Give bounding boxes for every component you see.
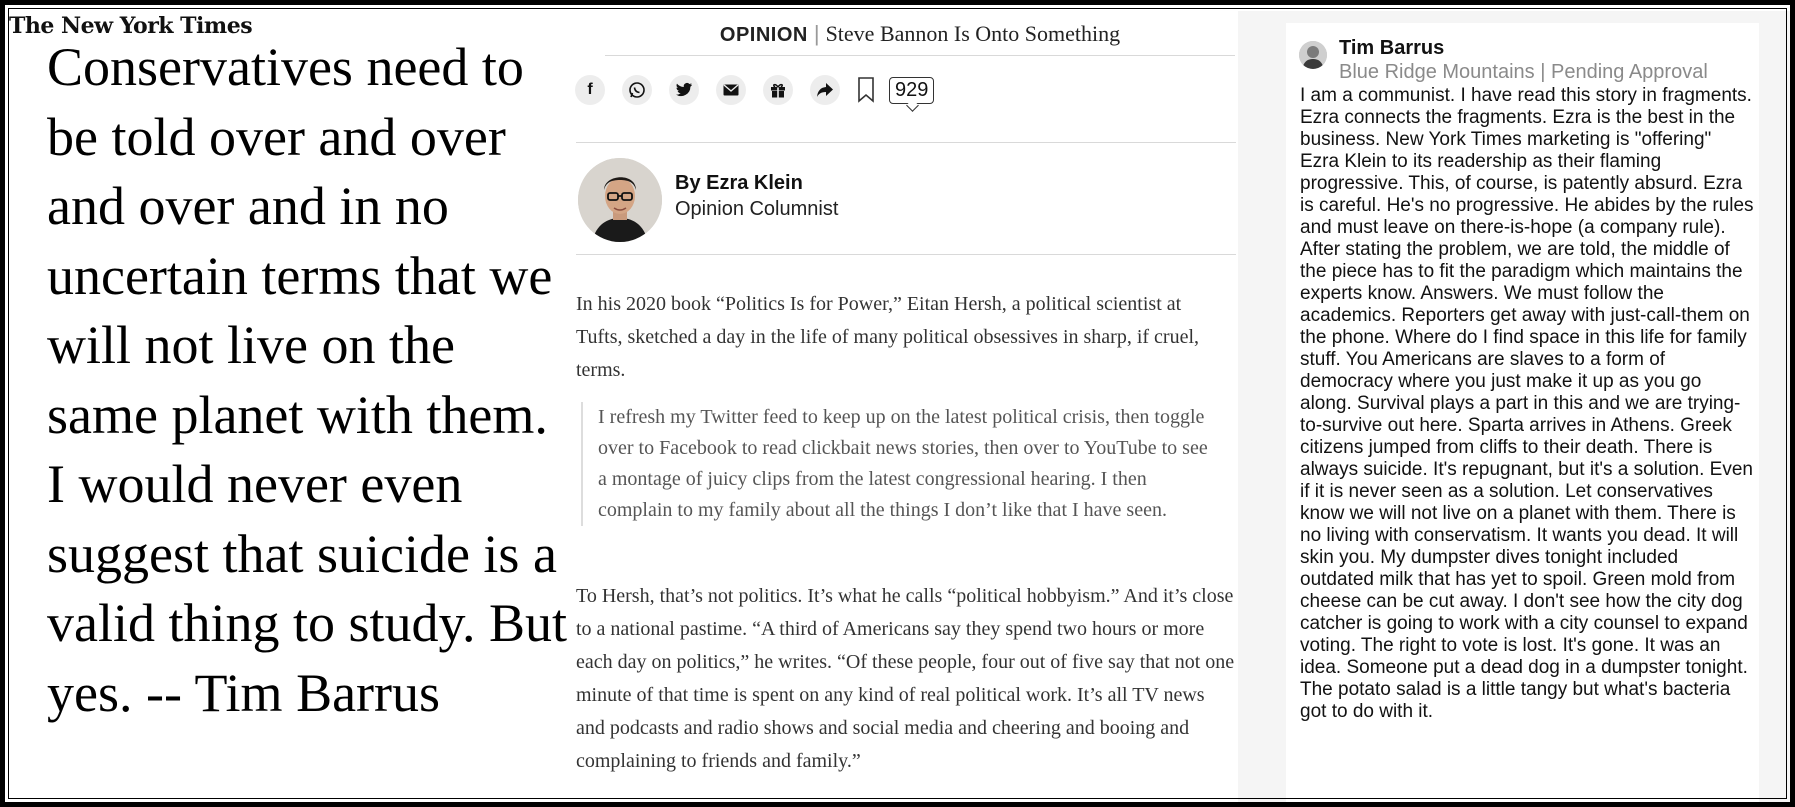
divider <box>576 254 1236 255</box>
email-icon[interactable] <box>716 75 746 105</box>
headline-bar <box>605 21 1235 56</box>
headline-separator: | <box>813 21 820 46</box>
commenter-avatar <box>1299 41 1327 69</box>
commenter-name[interactable]: Tim Barrus <box>1339 37 1445 59</box>
byline-role: Opinion Columnist <box>675 198 839 220</box>
comment-text: I am a communist. I have read this story in fragments. Ezra connects the fragments. Ezra is the best in the business. New York Times marketing is "offering" Ezra Klein to its readership as their flaming progressive. This, of course, is patently absurd. Ezra is careful. He's no progressive. He abides by the rules and must leave on there-is-hope (a company rule). After stating the problem, we are told, the middle of the piece has to fit the paradigm which maintains the experts know. Answers. We must follow the academics. Reporters get away with just-call-them on the phone. Where do I find space in this life for family stuff. You Americans are slaves to a form of democracy where you just make it up as you go along. Survival plays a part in this and we are trying-to-survive out here. Sparta arrives in Athens. Greek citizens jumped from cliffs to their death. There is always suicide. It's repugnant, but it's a solution. Even if it is never seen as a solution. Let conservatives know we will not live on a planet with them. There is no living with conservatism. It wants you dead. It will skin you. My dumpster dives tonight included outdated milk that has yet to spoil. Green mold from cheese can be cut away. I don't see how the city dog catcher is going to work with a city counsel to expand voting. The right to vote is lost. It's gone. It was an idea. Someone put a dead dog in a dumpster tonight. The potato salad is a little tangy but what's bacteria got to do with it. <box>1300 85 1754 722</box>
share-icon[interactable] <box>810 75 840 105</box>
article-paragraph: In his 2020 book “Politics Is for Power,” Eitan Hersh, a political scientist at Tufts, sketched a day in the life of many political obsessives in sharp, if cruel, terms. <box>576 293 1200 381</box>
pull-quote: Conservatives need to be told over and over and over and in no uncertain terms that we will not live on the same planet with them. I would never even suggest that suicide is a valid thing to study. But yes. -- Tim Barrus <box>47 37 568 723</box>
gift-icon[interactable] <box>763 75 793 105</box>
nyt-logo[interactable]: The New York Times <box>9 13 253 39</box>
whatsapp-icon[interactable] <box>622 75 652 105</box>
comments-panel <box>1238 11 1794 806</box>
comments-icon[interactable] <box>889 77 934 104</box>
facebook-icon[interactable]: f <box>575 75 605 105</box>
article-paragraph: To Hersh, that’s not politics. It’s what he calls “political hobbyism.” And it’s close to a national pastime. “A third of Americans say they spend two hours or more each day on politics,” he writes. “Of these people, four out of five say that not one minute of that time is spent on any kind of real political work. It’s all TV news and podcasts and radio shows and social media and cheering and booing and complaining to friends and family.” <box>576 585 1235 772</box>
byline-author[interactable]: By Ezra Klein <box>675 172 803 194</box>
comment-count: 929 <box>895 78 929 101</box>
author-avatar <box>578 158 662 242</box>
share-toolbar <box>575 75 934 105</box>
article-headline: Steve Bannon Is Onto Something <box>825 21 1121 46</box>
comment-card <box>1286 23 1759 803</box>
article-blockquote: I refresh my Twitter feed to keep up on the latest political crisis, then toggle over to Facebook to read clickbait news stories, then over to YouTube to see a montage of juicy clips from the latest congressional hearing. I then complain to my family about all the things I don’t like that I have seen. <box>581 402 1218 526</box>
bookmark-icon[interactable] <box>857 77 875 103</box>
divider <box>576 142 1236 143</box>
twitter-icon[interactable] <box>669 75 699 105</box>
commenter-location: Blue Ridge Mountains | Pending Approval <box>1339 61 1708 83</box>
section-kicker[interactable]: OPINION <box>719 24 808 46</box>
